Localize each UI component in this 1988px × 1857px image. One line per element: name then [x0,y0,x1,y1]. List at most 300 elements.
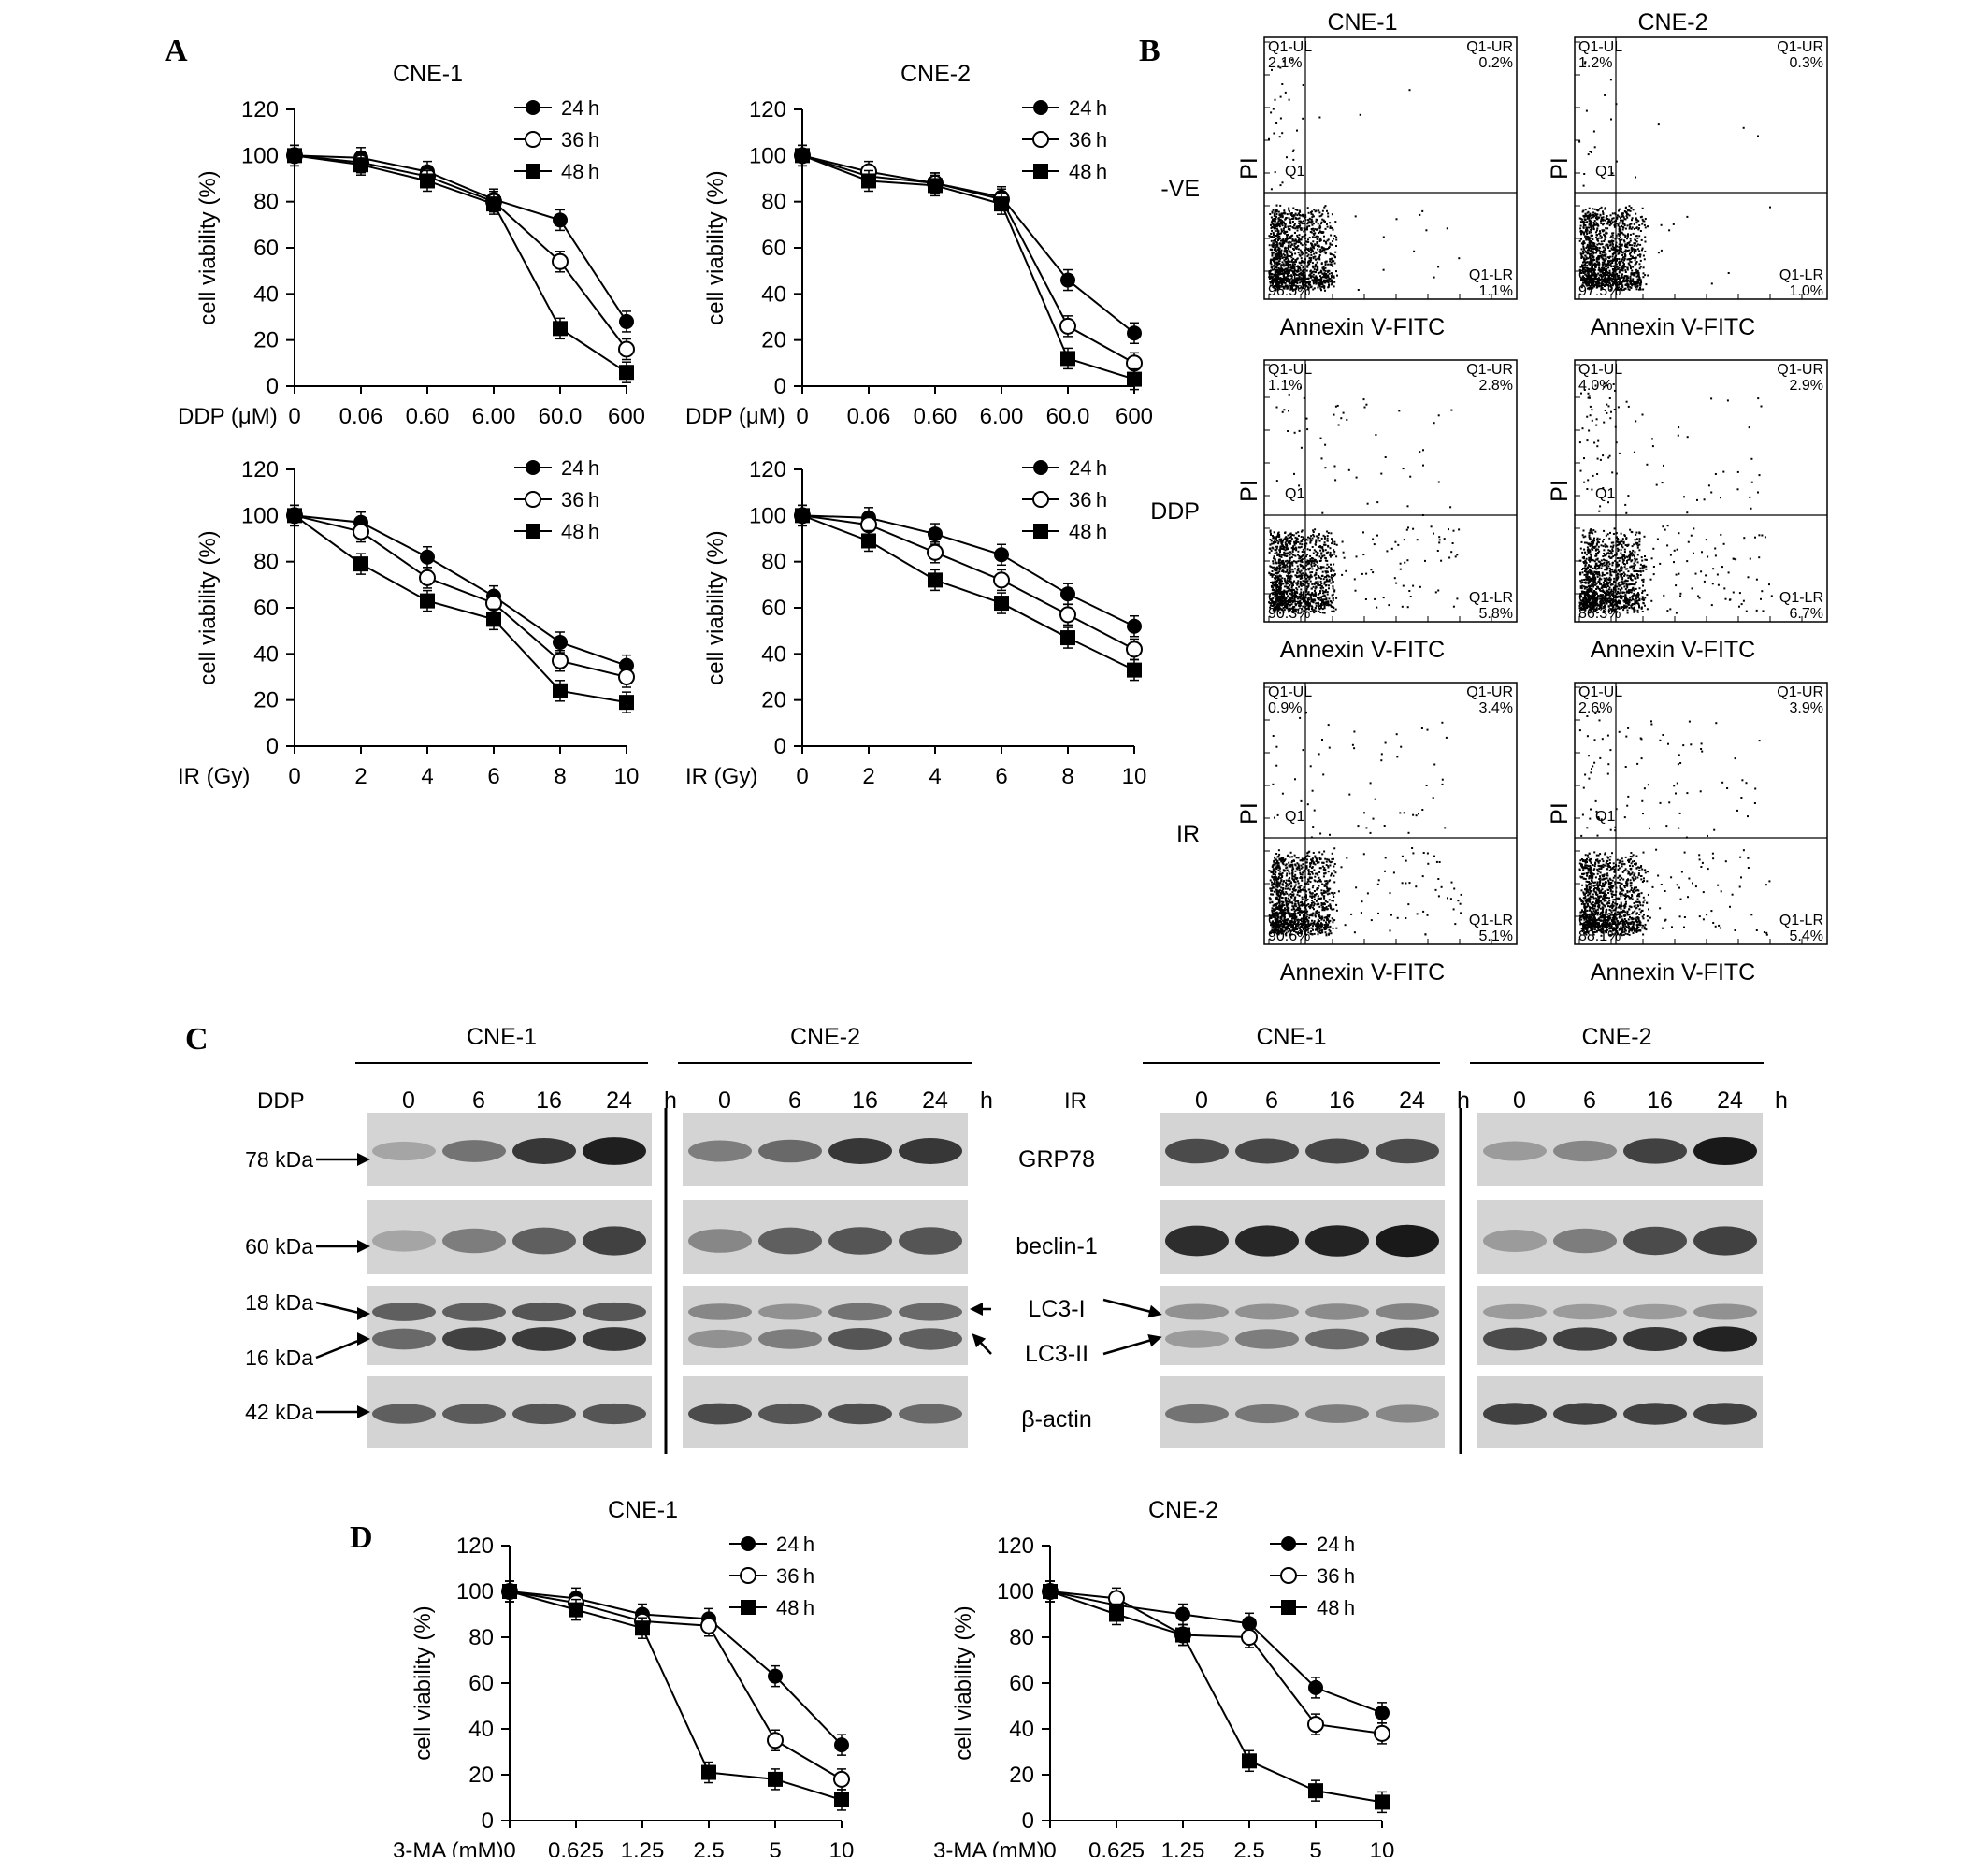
flow-event [1323,544,1325,546]
flow-event [1309,537,1311,539]
flow-event [1294,568,1296,569]
marker-48h [768,1772,783,1787]
flow-event [1315,611,1317,612]
flow-event [1304,219,1306,221]
flow-event [1289,221,1291,223]
flow-event [1324,276,1326,278]
flow-event [1290,213,1292,215]
flow-event [1334,252,1336,253]
flow-event [1301,265,1303,266]
flow-event [1599,247,1601,249]
flow-event [1635,213,1636,215]
flow-event [1585,230,1587,232]
flow-event [1271,188,1273,190]
flow-event [1318,251,1320,252]
flow-event [1380,473,1382,475]
flow-event [1289,571,1291,573]
flow-event [1311,272,1313,274]
flow-event [1609,250,1611,252]
flow-event [1270,233,1272,235]
flow-event [1636,222,1638,223]
flow-event [1304,545,1306,547]
flow-event [1588,252,1590,254]
flow-event [1326,552,1328,554]
flow-event [1594,146,1596,148]
flow-event [1285,553,1287,554]
flow-event [1621,220,1623,222]
marker-48h [619,365,634,380]
marker-24h [553,212,568,227]
flow-event [1306,554,1308,555]
flow-event [1588,246,1590,248]
flow-event [1286,235,1288,237]
flow-event [1606,264,1607,266]
flow-event [1302,223,1304,224]
flow-event [1388,604,1390,606]
legend-label: 48 h [1069,520,1108,543]
flow-event [1596,238,1598,239]
flow-event [1604,255,1606,257]
flow-event [1295,548,1297,550]
marker-36h [353,525,368,540]
legend-label: 48 h [561,160,600,183]
flow-event [1637,254,1639,256]
marker-36h [1060,607,1075,622]
flow-event [1419,214,1420,216]
flow-plot [1236,37,1517,340]
flow-event [1297,218,1299,220]
flow-event [1314,528,1316,530]
flow-event [1433,533,1434,535]
marker-48h [994,596,1009,611]
flow-event [1288,248,1289,250]
flow-event [1337,405,1339,407]
flow-event [1296,540,1298,542]
flow-event [1604,248,1606,250]
flow-event [1421,210,1423,212]
flow-event [1322,571,1324,573]
flow-event [1610,119,1612,121]
marker-24h [619,314,634,329]
flow-event [1639,256,1641,258]
flow-event [1272,259,1274,261]
flow-event [1638,224,1640,226]
flow-event [1332,585,1333,587]
y-tick-label: 20 [1009,1763,1034,1788]
flow-event [1314,583,1316,584]
flow-event [1278,258,1280,260]
marker-48h [486,612,501,626]
marker-36h [619,669,634,684]
flow-event [1615,263,1617,265]
flow-event [1288,410,1289,411]
flow-event [1589,223,1591,224]
flow-event [1640,230,1642,232]
y-axis-label: cell viability (%) [703,530,728,685]
flow-event [1315,607,1317,609]
flow-event [1304,574,1305,576]
flow-event [1603,259,1605,261]
flow-event [1322,596,1324,597]
flow-event [1275,553,1276,554]
flow-event [1330,235,1332,237]
flow-event [1317,565,1318,567]
flow-event [1348,469,1350,471]
flow-event [1296,130,1298,132]
flow-event [1593,228,1595,230]
flow-event [1275,583,1276,585]
flow-event [1288,573,1289,575]
flow-event [1588,211,1590,213]
flow-event [1602,262,1604,264]
flow-event [1276,546,1278,548]
flow-event [1318,597,1320,599]
flow-row-label: DDP [1150,498,1200,525]
y-axis-label: cell viability (%) [195,530,221,685]
flow-event [1622,229,1624,231]
flow-event [1304,576,1306,578]
flow-event [1317,584,1318,586]
flow-event [1319,240,1321,242]
flow-event [1275,569,1277,570]
flow-event [1322,590,1324,592]
flow-event [1323,535,1325,537]
flow-event [1605,220,1606,222]
flow-event [1638,250,1640,252]
flow-event [1579,227,1581,229]
flow-event [1303,566,1304,568]
flow-event [1631,261,1633,263]
flow-event [1306,223,1308,224]
flow-event [1635,269,1637,271]
flow-event [1590,262,1592,264]
flow-event [1365,404,1367,406]
flow-event [1309,555,1311,557]
flow-event [1317,269,1318,271]
flow-event [1330,244,1332,246]
flow-event [1585,214,1587,216]
flow-event [1287,569,1289,570]
x-tick-label: 10 [613,764,640,789]
flow-event [1286,545,1288,547]
flow-event [1320,581,1322,583]
flow-event [1311,562,1313,564]
flow-event [1398,410,1400,411]
flow-event [1592,254,1593,256]
flow-event [1308,260,1310,262]
flow-event [1288,575,1289,577]
flow-event [1285,238,1287,239]
flow-event [1292,569,1294,570]
flow-event [1309,577,1311,579]
flow-event [1631,228,1633,230]
flow-event [1308,225,1310,227]
flow-event [1325,252,1327,254]
x-tick-label: 10 [828,1838,855,1857]
flow-event [1616,161,1618,163]
flow-event [1630,234,1632,236]
flow-event [1311,249,1313,251]
flow-event [1307,560,1309,562]
flow-event [1275,213,1277,215]
flow-event [1458,257,1460,259]
flow-event [1611,242,1613,244]
marker-24h [834,1737,849,1752]
x-tick-label: 6 [487,764,500,789]
flow-event [1289,223,1291,224]
flow-event [1275,245,1276,247]
flow-event [1318,258,1320,260]
flow-event [1286,239,1288,241]
y-tick-label: 40 [253,641,279,668]
flow-event [1639,267,1641,269]
flow-event [1312,560,1314,562]
flow-event [1311,223,1313,224]
flow-event [1425,229,1427,231]
flow-event [1599,232,1601,234]
flow-event [1587,261,1589,263]
legend-label: 24 h [1069,96,1108,120]
flow-event [1312,611,1314,612]
flow-event [1621,254,1623,256]
flow-event [1281,556,1283,558]
flow-event [1301,543,1303,545]
flow-event [1634,285,1635,287]
flow-event [1314,590,1316,592]
flow-event [1276,205,1278,207]
flow-event [1635,276,1637,278]
flow-event [1621,260,1622,262]
flow-event [1631,244,1633,246]
flow-event [1327,594,1329,596]
flow-event [1283,232,1285,234]
quadrant-ul-label: 1.2% [1578,55,1613,71]
flow-event [1635,262,1637,264]
quadrant-ll-label: Q1-LL [1578,267,1621,283]
flow-event [1285,218,1287,220]
flow-event [1319,592,1321,594]
flow-event [1621,258,1622,260]
flow-event [1630,240,1632,242]
flow-event [1607,221,1609,223]
flow-event [1305,543,1307,545]
flow-event [1644,236,1646,238]
flow-event [1270,566,1272,568]
flow-event [1593,263,1595,265]
flow-event [1326,601,1328,603]
flow-event [1324,280,1326,281]
flow-event [1642,276,1644,278]
flow-event [1304,238,1306,239]
marker-36h [420,570,435,585]
flow-event [1769,207,1771,209]
marker-48h [795,508,810,523]
marker-48h [619,695,634,710]
series-line-3 [1050,1591,1382,1802]
flow-event [1624,237,1626,238]
flow-event [1594,220,1596,222]
flow-event [1327,591,1329,593]
flow-event [1634,238,1635,240]
flow-event [1312,266,1314,267]
flow-event [1284,212,1286,214]
flow-event [1283,209,1285,211]
flow-event [1288,553,1289,554]
x-tick-label: 6.00 [979,404,1024,429]
flow-event [1296,572,1298,574]
flow-event [1592,208,1593,209]
flow-event [1280,567,1282,569]
flow-event [1320,553,1322,554]
x-axis-label: DDP (μM) [178,404,278,429]
flow-event [1294,555,1296,557]
flow-event [1609,224,1611,226]
flow-event [1596,209,1598,211]
flow-event [1333,281,1335,283]
x-tick-label: 0 [288,764,301,789]
flow-event [1615,103,1617,105]
flow-event [1283,227,1285,229]
flow-event [1618,210,1620,212]
flow-event [1315,544,1317,546]
flow-event [1298,213,1300,215]
marker-48h [287,508,302,523]
flow-event [1438,536,1440,538]
flow-event [1356,555,1358,557]
flow-event [1342,541,1344,543]
flow-event [1309,218,1311,220]
flow-event [1293,548,1295,550]
flow-event [1587,230,1589,232]
flow-event [1318,553,1319,554]
flow-event [1289,566,1291,568]
flow-event [1292,265,1294,266]
flow-event [1297,531,1299,533]
flow-event [1318,603,1319,605]
flow-event [1422,449,1424,451]
flow-event [1310,231,1312,233]
flow-event [1282,566,1284,568]
legend-marker [526,132,540,147]
x-tick-label: 5 [1309,1838,1322,1857]
flow-event [1629,205,1631,207]
x-tick-label: 6.00 [471,404,516,429]
flow-event [1327,546,1329,548]
x-axis-label: IR (Gy) [685,764,758,789]
flow-event [1302,554,1304,556]
flow-event [1323,578,1325,580]
flow-event [1581,264,1583,266]
flow-event [1580,232,1582,234]
flow-event [1627,246,1629,248]
flow-event [1278,532,1280,534]
flow-event [1303,252,1304,254]
flow-event [1580,238,1582,240]
flow-event [1616,258,1618,260]
flow-event [1630,267,1632,269]
legend-label: 24 h [776,1533,815,1556]
flow-event [1313,531,1315,533]
flow-event [1604,209,1606,210]
flow-event [1291,254,1293,256]
flow-event [1370,569,1372,570]
flow-event [1374,543,1376,545]
flow-event [1627,250,1629,252]
flow-event [1315,252,1317,253]
flow-event [1580,233,1582,235]
flow-event [1338,425,1340,426]
x-tick-label: 4 [929,764,942,789]
flow-event [1590,245,1592,247]
flow-event [1321,555,1323,557]
flow-event [1318,223,1319,224]
legend-marker [1033,164,1048,179]
line-charts [178,61,1394,1857]
flow-y-axis-label: PI [1236,480,1262,502]
flow-event [1278,554,1280,556]
legend-marker [1281,1600,1296,1615]
flow-event [1273,133,1275,135]
flow-event [1325,270,1327,272]
flow-event [1306,586,1308,588]
flow-event [1304,397,1305,399]
flow-event [1615,242,1617,244]
flow-event [1642,208,1644,209]
flow-event [1407,606,1409,608]
flow-event [1317,266,1318,268]
flow-event [1321,512,1323,514]
flow-event [1640,266,1642,267]
flow-event [1593,131,1595,133]
flow-event [1316,219,1318,221]
flow-event [1318,209,1319,211]
flow-event [1331,554,1333,556]
flow-event [1314,228,1316,230]
flow-event [1455,555,1457,557]
flow-event [1273,240,1275,242]
legend-label: 36 h [1069,488,1108,511]
flow-event [1329,222,1331,223]
legend-label: 48 h [776,1596,815,1619]
flow-event [1360,114,1361,116]
flow-event [1345,570,1347,572]
flow-event [1288,245,1289,247]
flow-event [1333,599,1334,601]
flow-event [1288,209,1289,211]
flow-event [1324,467,1326,468]
flow-event [1290,237,1292,238]
legend-marker [1033,524,1048,539]
flow-event [1450,410,1452,411]
flow-event [1644,224,1646,226]
flow-event [1332,540,1333,542]
flow-event [1311,243,1313,245]
flow-event [1287,226,1289,228]
flow-event [1298,546,1300,548]
flow-event [1333,597,1334,599]
flow-event [1304,258,1306,260]
flow-event [1311,593,1313,595]
flow-event [1619,222,1621,223]
flow-event [1301,257,1303,259]
flow-event [1612,260,1614,262]
flow-event [1314,266,1316,268]
flow-event [1315,574,1317,576]
flow-event [1592,252,1594,254]
flow-event [1333,594,1334,596]
flow-event [1271,223,1273,224]
y-tick-label: 40 [253,281,279,308]
